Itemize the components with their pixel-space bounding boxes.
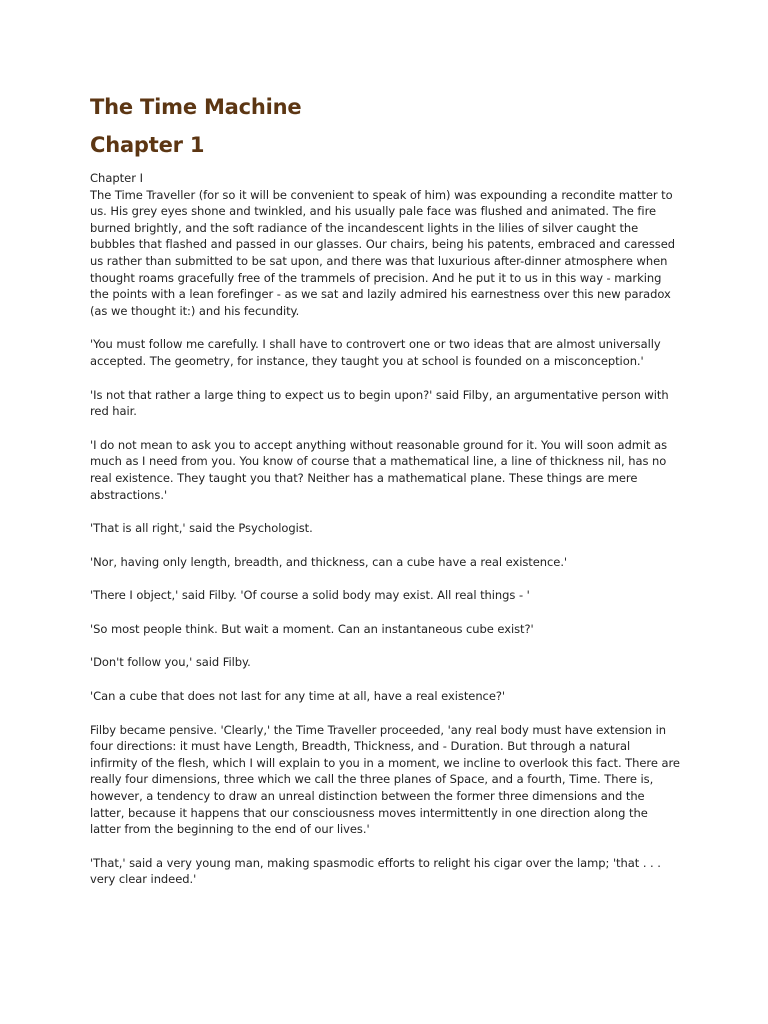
paragraph-1: The Time Traveller (for so it will be convenient to speak of him) was expounding a recondite matter to us. His grey eyes shone and twinkled, and his usually pale face was flushed and animated. The fire burned brightly, and the soft radiance of the incandescent lights in the lilies of silver caught the bubbles that flashed and passed in our glasses. Our chairs, being his patents, embraced and caressed us rather than submitted to be sat upon, and there was that luxurious after-dinner atmosphere when thought roams gracefully free of the trammels of precision. And he put it to us in this way - marking the points with a lean forefinger - as we sat and lazily admired his earnestness over this new paradox (as we thought it:) and his fecundity. [90,187,675,318]
paragraph-6: 'Nor, having only length, breadth, and thickness, can a cube have a real existence.' [90,554,568,569]
paragraph-8: 'So most people think. But wait a moment. Can an instantaneous cube exist?' [90,621,534,636]
paragraph-12: 'That,' said a very young man, making spasmodic efforts to relight his cigar over the lamp; 'that . . . very clear indeed.' [90,855,661,887]
document-page [90,92,680,905]
paragraph-2: 'You must follow me carefully. I shall have to controvert one or two ideas that are almost universally accepted. The geometry, for instance, they taught you at school is founded on a misconception.' [90,337,661,368]
paragraph-10: 'Can a cube that does not last for any time at all, have a real existence?' [90,689,506,704]
chapter-heading: Chapter 1 [90,133,205,157]
paragraph-9: 'Don't follow you,' said Filby. [90,655,251,670]
paragraph-3: 'Is not that rather a large thing to expect us to begin upon?' said Filby, an argumentative person with red hair. [90,387,669,419]
chapter-label: Chapter I [90,171,144,185]
paragraph-4: 'I do not mean to ask you to accept anything without reasonable ground for it. You will soon admit as much as I need from you. You know of course that a mathematical line, a line of thickness nil, has no real existence. They taught you that? Neither has a mathematical plane. These things are mere abstractions.' [90,437,668,502]
book-title: The Time Machine [90,95,302,119]
paragraph-5: 'That is all right,' said the Psychologist. [90,521,313,536]
paragraph-11: Filby became pensive. 'Clearly,' the Time Traveller proceeded, 'any real body must have extension in four directions: it must have Length, Breadth, Thickness, and - Duration. But through a natural infirmity of the flesh, which I will explain to you in a moment, we incline to overlook this fact. There are really four dimensions, three which we call the three planes of Space, and a fourth, Time. There is, however, a tendency to draw an unreal distinction between the former three dimensions and the latter, because it happens that our consciousness moves intermittently in one direction along the latter from the beginning to the end of our lives.' [90,722,680,837]
paragraph-7: 'There I object,' said Filby. 'Of course a solid body may exist. All real things - ' [90,588,530,603]
